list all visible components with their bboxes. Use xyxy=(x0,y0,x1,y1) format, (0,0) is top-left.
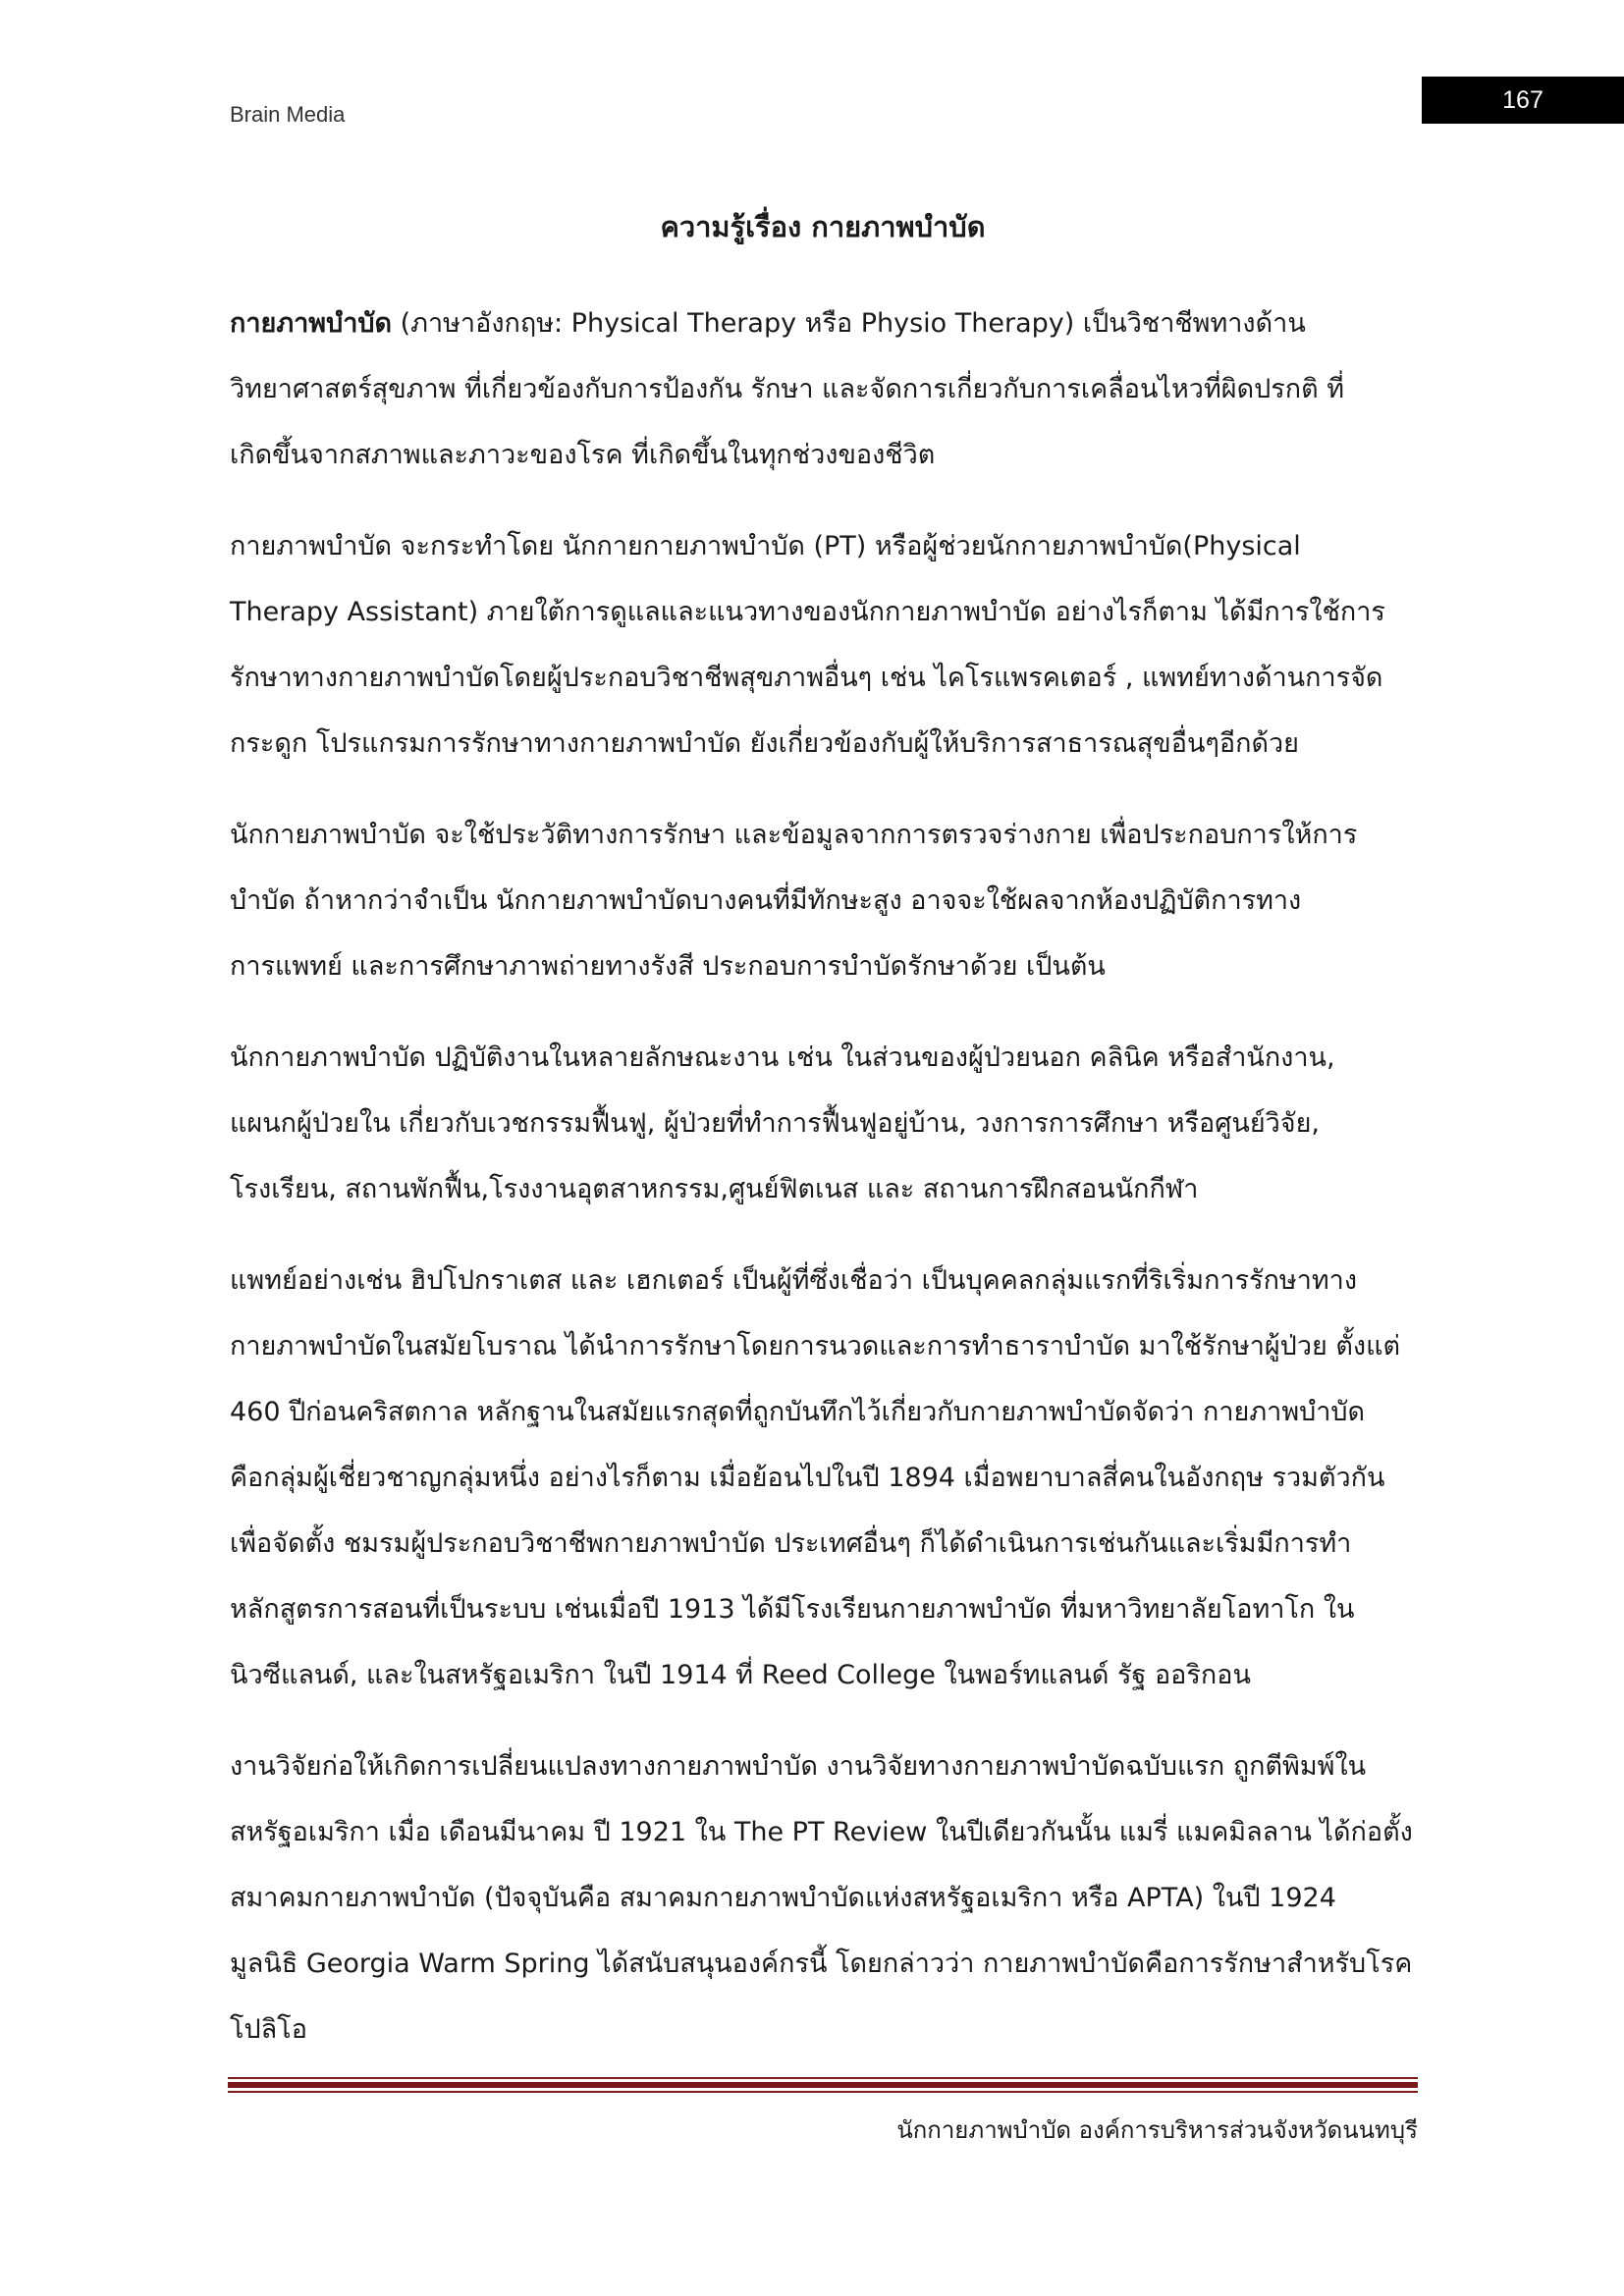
paragraph-line: เกิดขึ้นจากสภาพและภาวะของโรค ที่เกิดขึ้นในทุกช่วงของชีวิต xyxy=(230,440,936,470)
paragraph-line: วิทยาศาสตร์สุขภาพ ที่เกี่ยวข้องกับการป้องกัน รักษา และจัดการเกี่ยวกับการเคลื่อนไหวที่ผิดปรกติ ที่ xyxy=(230,374,1345,404)
paragraph-line: Therapy Assistant) ภายใต้การดูแลและแนวทางของนักกายภาพบำบัด อย่างไรก็ตาม ได้มีการใช้การ xyxy=(230,597,1385,627)
paragraph-line: งานวิจัยก่อให้เกิดการเปลี่ยนแปลงทางกายภาพบำบัด งานวิจัยทางกายภาพบำบัดฉบับแรก ถูกตีพิมพ์ใน xyxy=(230,1751,1367,1782)
paragraph-line: มูลนิธิ Georgia Warm Spring ได้สนับสนุนองค์กรนี้ โดยกล่าวว่า กายภาพบำบัดคือการรักษาสำหรับโรค xyxy=(230,1949,1413,1979)
paragraph xyxy=(230,513,1418,776)
paragraph-line: กระดูก โปรแกรมการรักษาทางกายภาพบำบัด ยังเกี่ยวข้องกับผู้ให้บริการสาธารณสุขอื่นๆอีกด้วย xyxy=(230,728,1299,759)
page-number: 167 xyxy=(1422,77,1624,124)
paragraph-line: เพื่อจัดตั้ง ชมรมผู้ประกอบวิชาชีพกายภาพบำบัด ประเทศอื่นๆ ก็ได้ดำเนินการเช่นกันและเริ่มมีการทำ xyxy=(230,1528,1352,1559)
paragraph-line-text: (ภาษาอังกฤษ: Physical Therapy หรือ Physio Therapy) เป็นวิชาชีพทางด้าน xyxy=(392,308,1306,339)
paragraph-line: บำบัด ถ้าหากว่าจำเป็น นักกายภาพบำบัดบางคนที่มีทักษะสูง อาจจะใช้ผลจากห้องปฏิบัติการทาง xyxy=(230,885,1302,916)
paragraph xyxy=(230,1734,1418,2062)
paragraph-line: แพทย์อย่างเช่น ฮิปโปกราเตส และ เฮกเตอร์ เป็นผู้ที่ซึ่งเชื่อว่า เป็นบุคคลกลุ่มแรกที่ริเริ่มการรักษาทาง xyxy=(230,1265,1358,1296)
footer-organization: นักกายภาพบำบัด องค์การบริหารส่วนจังหวัดนนทบุรี xyxy=(896,2116,1418,2144)
footer-divider-thin-bottom xyxy=(228,2091,1418,2093)
footer-divider xyxy=(228,2077,1418,2093)
document-body xyxy=(230,291,1418,2088)
paragraph-line: แผนกผู้ป่วยใน เกี่ยวกับเวชกรรมฟื้นฟู, ผู้ป่วยที่ทำการฟื้นฟูอยู่บ้าน, วงการการศึกษา หรือศูนย์วิจัย, xyxy=(230,1108,1321,1139)
paragraph-line: การแพทย์ และการศึกษาภาพถ่ายทางรังสี ประกอบการบำบัดรักษาด้วย เป็นต้น xyxy=(230,951,1106,982)
paragraph-line: นิวซีแลนด์, และในสหรัฐอเมริกา ในปี 1914 ที่ Reed College ในพอร์ทแลนด์ รัฐ ออริกอน xyxy=(230,1660,1251,1690)
paragraph-line: นักกายภาพบำบัด จะใช้ประวัติทางการรักษา และข้อมูลจากการตรวจร่างกาย เพื่อประกอบการให้การ xyxy=(230,820,1358,850)
footer-divider-thin-top xyxy=(228,2077,1418,2079)
paragraph-line xyxy=(230,291,1418,356)
paragraph xyxy=(230,802,1418,999)
paragraph-line: รักษาทางกายภาพบำบัดโดยผู้ประกอบวิชาชีพสุขภาพอื่นๆ เช่น ไคโรแพรคเตอร์ , แพทย์ทางด้านการจัด xyxy=(230,663,1383,693)
paragraph-line: 460 ปีก่อนคริสตกาล หลักฐานในสมัยแรกสุดที่ถูกบันทึกไว้เกี่ยวกับกายภาพบำบัดจัดว่า กายภาพบำบัด xyxy=(230,1397,1366,1427)
paragraph-line: กายภาพบำบัด จะกระทำโดย นักกายกายภาพบำบัด (PT) หรือผู้ช่วยนักกายภาพบำบัด(Physical xyxy=(230,531,1301,561)
paragraph xyxy=(230,1025,1418,1222)
paragraph-line: นักกายภาพบำบัด ปฏิบัติงานในหลายลักษณะงาน เช่น ในส่วนของผู้ป่วยนอก คลินิค หรือสำนักงาน, xyxy=(230,1042,1335,1073)
paragraph-line: คือกลุ่มผู้เชี่ยวชาญกลุ่มหนึ่ง อย่างไรก็ตาม เมื่อย้อนไปในปี 1894 เมื่อพยาบาลสี่คนในอังกฤษ รวมตัวกัน xyxy=(230,1463,1385,1493)
paragraph-line: โรงเรียน, สถานพักฟื้น,โรงงานอุตสาหกรรม,ศูนย์ฟิตเนส และ สถานการฝึกสอนนักกีฬา xyxy=(230,1174,1199,1204)
paragraph-line: สมาคมกายภาพบำบัด (ปัจจุบันคือ สมาคมกายภาพบำบัดแห่งสหรัฐอเมริกา หรือ APTA) ในปี 1924 xyxy=(230,1883,1336,1913)
header-brand: Brain Media xyxy=(230,102,346,127)
paragraph-line: หลักสูตรการสอนที่เป็นระบบ เช่นเมื่อปี 1913 ได้มีโรงเรียนกายภาพบำบัด ที่มหาวิทยาลัยโอทาโก ใน xyxy=(230,1594,1355,1625)
document-title: ความรู้เรื่อง กายภาพบำบัด xyxy=(660,210,986,243)
paragraph-line: กายภาพบำบัดในสมัยโบราณ ได้นำการรักษาโดยการนวดและการทำธาราบำบัด มาใช้รักษาผู้ป่วย ตั้งแต่ xyxy=(230,1331,1401,1362)
footer-divider-thick xyxy=(228,2082,1418,2088)
paragraph-line: โปลิโอ xyxy=(230,2014,307,2045)
paragraph xyxy=(230,291,1418,488)
paragraph-line: สหรัฐอเมริกา เมื่อ เดือนมีนาคม ปี 1921 ใน The PT Review ในปีเดียวกันนั้น แมรี่ แมคมิลลาน ได้ก่อตั้ง xyxy=(230,1817,1413,1847)
paragraph xyxy=(230,1248,1418,1708)
paragraph-lead: กายภาพบำบัด xyxy=(230,308,393,339)
